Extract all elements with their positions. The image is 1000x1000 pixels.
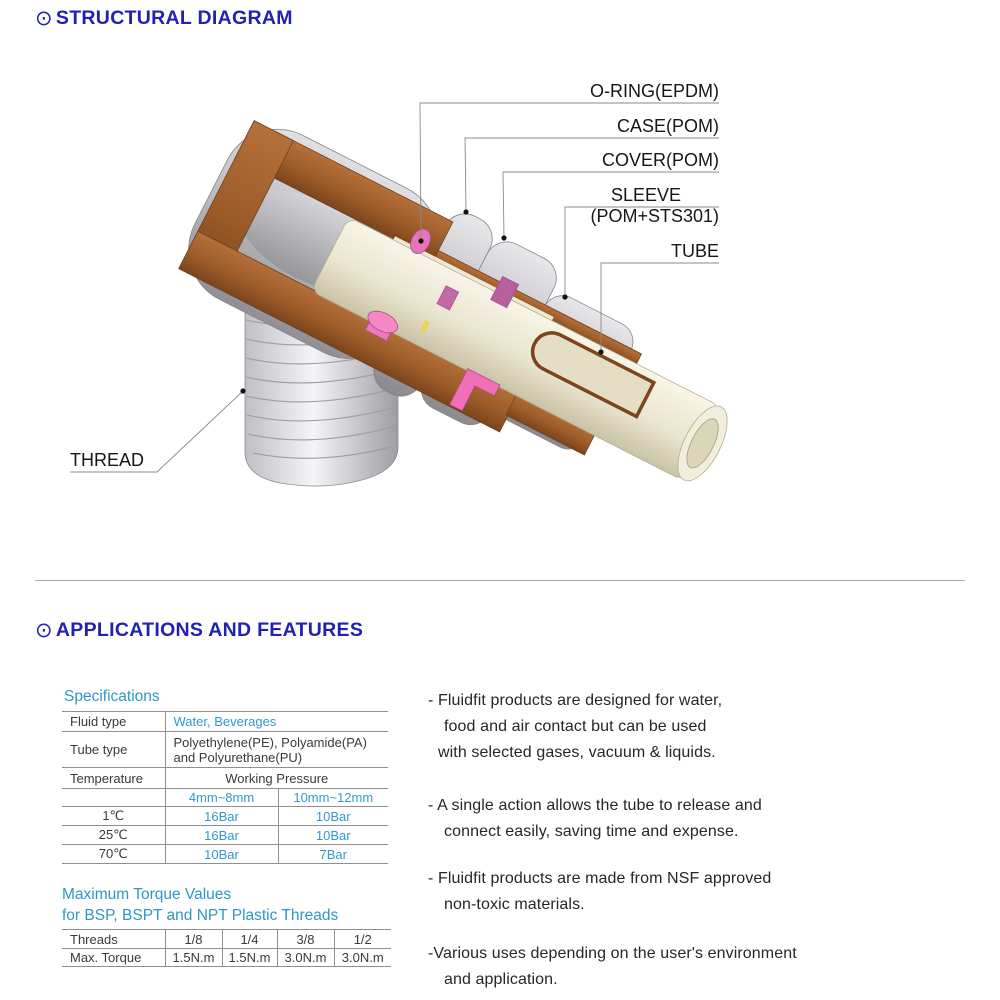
feature-line: with selected gases, vacuum & liquids. <box>438 744 716 761</box>
pressure-cell: 10Bar <box>165 845 278 864</box>
section-structural-title: STRUCTURAL DIAGRAM <box>55 7 293 29</box>
torque-title-line1: Maximum Torque Values <box>62 886 232 903</box>
pressure-cell: 7Bar <box>278 845 388 864</box>
label-sleeve: SLEEVE <box>610 185 682 205</box>
thread-size-cell: 3/8 <box>277 930 334 949</box>
label-cover: COVER(POM) <box>602 150 719 170</box>
temp-cell: 25℃ <box>62 826 165 845</box>
feature-line: - Fluidfit products are made from NSF approved <box>428 870 772 887</box>
leader-cover <box>503 172 719 238</box>
thread-size-cell: 1/2 <box>334 930 391 949</box>
dot-tube <box>598 349 603 354</box>
thread-size-cell: 1/8 <box>165 930 222 949</box>
specifications-table <box>62 711 388 864</box>
pressure-cell: 16Bar <box>165 826 278 845</box>
specifications-title: Specifications <box>64 688 160 705</box>
torque-title-line2: for BSP, BSPT and NPT Plastic Threads <box>62 907 339 924</box>
fluid-type-label: Fluid type <box>62 712 165 732</box>
feature-line: - A single action allows the tube to release and <box>428 797 762 814</box>
label-case: CASE(POM) <box>616 116 719 136</box>
size-col-2: 10mm~12mm <box>278 789 388 807</box>
pressure-cell: 16Bar <box>165 807 278 826</box>
pressure-cell: 10Bar <box>278 826 388 845</box>
empty-cell <box>62 789 165 807</box>
feature-item <box>428 941 938 993</box>
feature-line: - Fluidfit products are designed for water, <box>428 692 723 709</box>
label-thread: THREAD <box>70 450 145 470</box>
table-row <box>62 768 388 789</box>
feature-line: and application. <box>444 971 558 988</box>
feature-line: food and air contact but can be used <box>444 718 707 735</box>
size-col-1: 4mm~8mm <box>165 789 278 807</box>
temp-cell: 1℃ <box>62 807 165 826</box>
table-row <box>62 807 388 826</box>
table-row <box>62 949 391 967</box>
bullseye-icon: ⊙ <box>35 619 53 642</box>
feature-item <box>428 793 938 845</box>
table-row <box>62 845 388 864</box>
torque-title <box>62 884 338 926</box>
bullseye-icon: ⊙ <box>35 7 53 30</box>
section-structural-heading <box>35 7 293 30</box>
temperature-label: Temperature <box>62 768 165 789</box>
torque-value-cell: 3.0N.m <box>277 949 334 967</box>
label-tube: TUBE <box>670 241 719 261</box>
feature-item <box>428 688 938 766</box>
threads-label: Threads <box>62 930 165 949</box>
dot-oring <box>418 238 423 243</box>
label-oring: O-RING(EPDM) <box>590 81 719 101</box>
dot-cover <box>501 235 506 240</box>
tube-type-value: Polyethylene(PE), Polyamide(PA) and Polyurethane(PU) <box>165 732 388 768</box>
torque-table <box>62 929 391 967</box>
table-row <box>62 826 388 845</box>
table-row <box>62 712 388 732</box>
section-divider <box>35 580 965 581</box>
temp-cell: 70℃ <box>62 845 165 864</box>
torque-value-cell: 1.5N.m <box>165 949 222 967</box>
working-pressure-label: Working Pressure <box>165 768 388 789</box>
thread-size-cell: 1/4 <box>222 930 277 949</box>
dot-sleeve <box>562 294 567 299</box>
feature-item <box>428 866 938 918</box>
section-applications-heading <box>35 619 363 642</box>
fluid-type-value: Water, Beverages <box>165 712 388 732</box>
feature-line: -Various uses depending on the user's environment <box>428 945 797 962</box>
section-applications-title: APPLICATIONS AND FEATURES <box>55 619 364 641</box>
feature-line: connect easily, saving time and expense. <box>444 823 739 840</box>
dot-thread <box>240 388 245 393</box>
pressure-cell: 10Bar <box>278 807 388 826</box>
tube-type-label: Tube type <box>62 732 165 768</box>
table-row <box>62 789 388 807</box>
label-sleeve2: (POM+STS301) <box>590 206 719 226</box>
table-row <box>62 930 391 949</box>
table-row <box>62 732 388 768</box>
max-torque-label: Max. Torque <box>62 949 165 967</box>
torque-value-cell: 1.5N.m <box>222 949 277 967</box>
torque-value-cell: 3.0N.m <box>334 949 391 967</box>
feature-line: non-toxic materials. <box>444 896 585 913</box>
dot-case <box>463 209 468 214</box>
